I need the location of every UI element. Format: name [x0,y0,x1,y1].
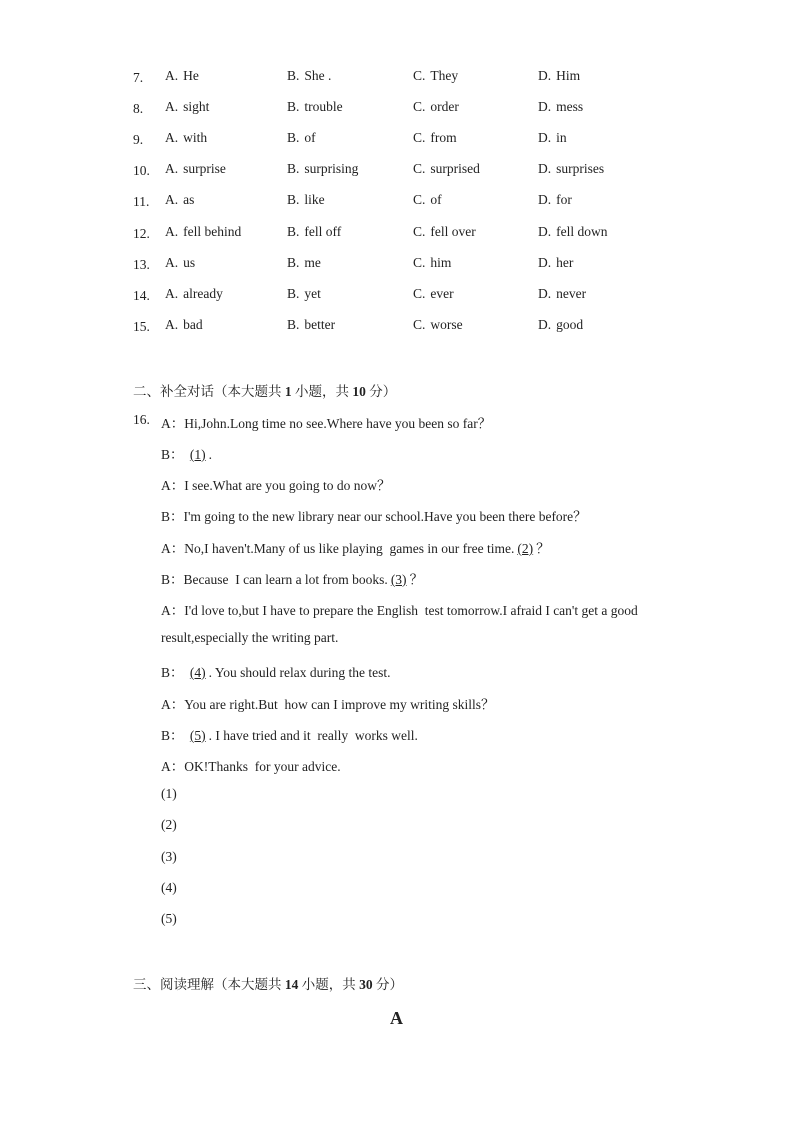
dialogue-line [161,693,494,713]
answer-option [413,286,454,302]
answer-option [287,286,321,302]
question-row [0,130,794,150]
answer-option [538,161,604,177]
option-letter: D. [538,192,552,207]
section-3-heading: 三、阅读理解（本大题共 14 小题，共 30 分） [133,977,403,992]
dialogue-text: A：No,I haven't.Many of us like playing games in our free time. [161,541,515,556]
dialogue-line [161,911,177,927]
option-letter: B. [287,286,300,301]
option-text: from [430,130,457,145]
option-text: already [183,286,223,301]
dialogue-line [161,724,418,744]
answer-option [165,99,209,115]
answer-option [538,224,608,240]
option-text: as [183,192,195,207]
answer-option [413,317,463,333]
dialogue-line [161,755,341,775]
option-letter: D. [538,161,552,176]
option-letter: D. [538,286,552,301]
question-16-number: 16. [133,412,150,427]
dialogue-text: A：Hi,John.Long time no see.Where have you been so far？ [161,416,492,431]
option-letter: D. [538,99,552,114]
option-text: us [183,255,196,270]
option-letter: B. [287,192,300,207]
answer-option [287,161,358,177]
dialogue-text: A：OK!Thanks for your advice. [161,759,341,774]
dialogue-text-after: ？ [536,541,550,556]
question-row [0,68,794,88]
dialogue-text: B： [161,447,187,462]
dialogue-line [161,412,491,432]
question-number: 8. [133,101,144,116]
dialogue-line [161,443,212,463]
option-letter: C. [413,317,426,332]
option-text: mess [556,99,584,114]
answer-option [287,99,343,115]
option-text: me [304,255,321,270]
option-letter: B. [287,255,300,270]
option-text: fell down [556,224,608,239]
option-letter: D. [538,255,552,270]
option-text: fell off [304,224,342,239]
option-text: like [304,192,325,207]
answer-blank[interactable]: (1) [189,447,206,462]
dialogue-line [161,599,638,619]
answer-option [413,255,451,271]
answer-option [413,192,442,208]
dialogue-line [161,537,550,557]
dialogue-text: (2) [161,817,177,832]
answer-option [287,317,335,333]
option-letter: A. [165,192,179,207]
answer-blank[interactable]: (5) [189,728,206,743]
option-text: fell over [430,224,476,239]
option-letter: A. [165,286,179,301]
answer-option [538,286,586,302]
dialogue-line [161,568,423,588]
dialogue-line [161,817,177,833]
option-text: yet [304,286,321,301]
option-letter: B. [287,99,300,114]
option-letter: A. [165,99,179,114]
answer-blank[interactable]: (2) [517,541,534,556]
option-text: better [304,317,336,332]
answer-option [538,99,583,115]
question-row [0,224,794,244]
question-row [0,161,794,181]
option-letter: D. [538,224,552,239]
dialogue-line [161,880,177,896]
option-letter: B. [287,224,300,239]
question-row [0,317,794,337]
question-row [0,99,794,119]
answer-option [538,130,567,146]
question-row [0,255,794,275]
answer-option [165,192,194,208]
dialogue-line [161,630,338,646]
dialogue-line [161,474,390,494]
answer-option [538,192,572,208]
answer-option [413,224,476,240]
dialogue-text: A：I'd love to,but I have to prepare the English test tomorrow.I afraid I can't get a good [161,603,638,618]
question-number: 10. [133,163,150,178]
answer-option [413,130,457,146]
question-number: 7. [133,70,144,85]
option-letter: C. [413,286,426,301]
option-text: surprises [556,161,605,176]
dialogue-text: A：I see.What are you going to do now？ [161,478,391,493]
dialogue-text: (3) [161,849,177,864]
option-text: Him [556,68,581,83]
answer-option [287,130,316,146]
answer-option [287,224,341,240]
answer-option [165,161,226,177]
option-letter: A. [165,68,179,83]
dialogue-text: B： [161,665,187,680]
option-text: worse [430,317,463,332]
dialogue-text: B：I'm going to the new library near our school.Have you been there before？ [161,509,587,524]
answer-option [413,68,458,84]
answer-option [287,255,321,271]
answer-option [165,286,223,302]
answer-option [538,317,583,333]
option-text: surprised [430,161,480,176]
dialogue-text: (4) [161,880,177,895]
option-letter: C. [413,255,426,270]
dialogue-line [161,849,177,865]
question-row [0,192,794,212]
option-text: surprising [304,161,359,176]
option-text: for [556,192,572,207]
answer-option [165,255,195,271]
option-letter: C. [413,68,426,83]
option-letter: C. [413,192,426,207]
dialogue-text-after: . I have tried and it really works well. [208,728,418,743]
answer-option [165,224,241,240]
answer-option [413,99,459,115]
option-text: surprise [183,161,226,176]
option-letter: B. [287,317,300,332]
dialogue-text-after: . [208,447,213,462]
answer-option [287,68,331,84]
question-number: 13. [133,257,150,272]
answer-option [538,255,573,271]
option-text: He [183,68,199,83]
option-text: of [430,192,442,207]
option-letter: A. [165,255,179,270]
dialogue-text: A：You are right.But how can I improve my writing skills？ [161,697,495,712]
option-text: him [430,255,452,270]
question-number: 15. [133,319,150,334]
dialogue-text: B： [161,728,187,743]
dialogue-text: B：Because I can learn a lot from books. [161,572,388,587]
option-letter: D. [538,68,552,83]
section-2-heading: 二、补全对话（本大题共 1 小题，共 10 分） [133,384,397,399]
option-text: sight [183,99,210,114]
dialogue-text: (1) [161,786,177,801]
option-text: of [304,130,316,145]
dialogue-line [161,786,177,802]
question-number: 11. [133,194,150,209]
dialogue-line [161,505,587,525]
option-letter: B. [287,161,300,176]
option-text: with [183,130,208,145]
option-letter: C. [413,130,426,145]
question-row [0,286,794,306]
option-letter: C. [413,224,426,239]
option-text: ever [430,286,454,301]
option-letter: C. [413,99,426,114]
option-letter: B. [287,130,300,145]
question-number: 14. [133,288,150,303]
option-text: her [556,255,574,270]
option-letter: A. [165,161,179,176]
dialogue-text: (5) [161,911,177,926]
option-letter: A. [165,317,179,332]
answer-option [413,161,480,177]
answer-blank[interactable]: (3) [390,572,407,587]
option-text: fell behind [183,224,242,239]
option-text: good [556,317,584,332]
dialogue-text-after: ？ [409,572,424,587]
answer-option [538,68,580,84]
answer-option [165,317,203,333]
question-number: 9. [133,132,144,147]
option-letter: A. [165,224,179,239]
answer-option [165,68,199,84]
option-text: She . [304,68,332,83]
option-text: order [430,99,459,114]
dialogue-line [161,661,391,681]
answer-option [287,192,325,208]
option-letter: A. [165,130,179,145]
option-text: never [556,286,587,301]
dialogue-text-after: . You should relax during the test. [208,665,391,680]
answer-blank[interactable]: (4) [189,665,206,680]
option-text: trouble [304,99,343,114]
passage-label: A [390,1008,403,1028]
option-text: bad [183,317,203,332]
dialogue-text: result,especially the writing part. [161,630,339,645]
option-letter: C. [413,161,426,176]
answer-option [165,130,207,146]
option-letter: B. [287,68,300,83]
question-number: 12. [133,226,150,241]
option-letter: D. [538,130,552,145]
option-text: in [556,130,567,145]
option-letter: D. [538,317,552,332]
option-text: They [430,68,459,83]
